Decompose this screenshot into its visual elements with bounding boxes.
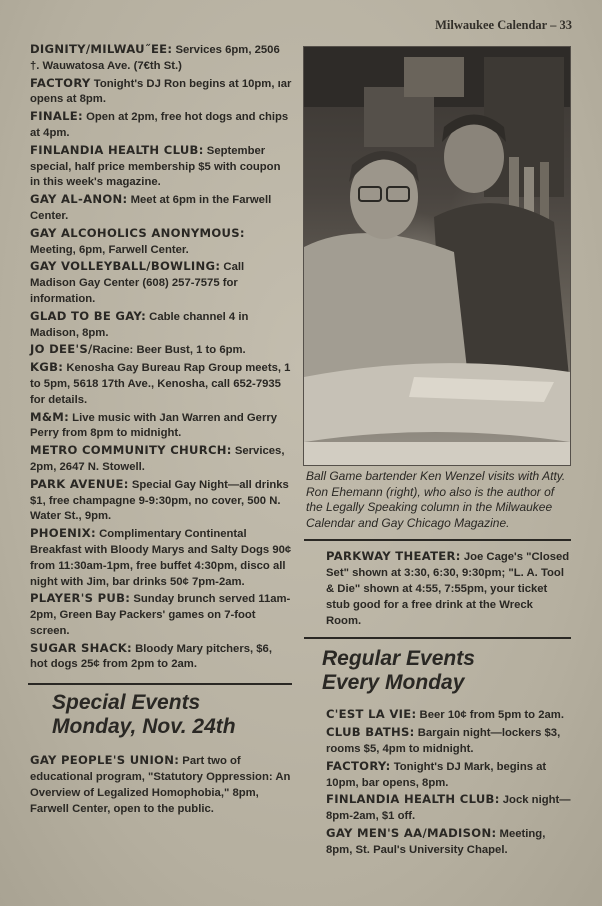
listing-name: GAY AL-ANON:: [30, 192, 128, 207]
listing-name: M&M:: [30, 409, 70, 424]
listing-desc: Call Madison Gay Center (608) 257-7575 for information.: [30, 261, 245, 305]
event-list-left: [30, 42, 292, 673]
listing-name: PLAYER'S PUB:: [30, 591, 131, 606]
listing-entry: [10, 410, 292, 443]
listing-name: FACTORY: [30, 75, 91, 90]
listing-name: DIGNITY/MILWAU˝EE:: [30, 42, 173, 56]
photo-illustration: [304, 47, 570, 465]
listing-name: KGB:: [30, 360, 64, 375]
regular-events-title: Regular Events: [322, 647, 475, 671]
caption-divider: [304, 539, 571, 541]
special-events-heading: [30, 691, 292, 739]
listing-desc: Part two of educational program, "Statutory Oppression: An Overview of Legalized Homophobia," 8pm, Farwell Center, open to the public.: [30, 755, 291, 815]
listing-name: GAY ALCOHOLICS ANONYMOUS:: [30, 225, 245, 240]
listing-name: SUGAR SHACK:: [30, 640, 132, 655]
listing-entry: [10, 309, 292, 342]
listing-entry: [10, 42, 292, 75]
listing-entry: [10, 76, 292, 109]
regular-events-subtitle: Every Monday: [322, 671, 465, 695]
listing-desc: Tonight's DJ Mark, begins at 10pm, bar opens, 8pm.: [326, 760, 547, 789]
listing-desc: Services, 2pm, 2647 N. Stowell.: [30, 445, 285, 473]
listing-name: FINLANDIA HEALTH CLUB:: [326, 792, 500, 807]
listing-name: METRO COMMUNITY CHURCH:: [30, 443, 232, 458]
listing-name: JO DEE'S/: [30, 342, 93, 357]
regular-events-heading: [306, 647, 571, 695]
left-column: [30, 42, 292, 818]
listing-desc: Bloody Mary pitchers, $6, hot dogs 25¢ from 2pm to 2am.: [30, 642, 272, 671]
listing-desc: Cable channel 4 in Madison, 8pm.: [30, 310, 249, 339]
listing-name: CLUB BATHS:: [326, 725, 415, 740]
listing-entry: [10, 477, 292, 525]
listing-name: PARK AVENUE:: [30, 476, 129, 491]
listing-entry: [10, 143, 292, 191]
listing-entry: [10, 259, 292, 307]
listing-entry: [306, 792, 571, 825]
listing-desc: Meeting, 6pm, Farwell Center.: [30, 243, 189, 256]
listing-desc: Special Gay Night—all drinks $1, free champagne 9-9:30pm, no cover, 500 N. Water St., 9pm.: [30, 478, 289, 523]
listing-desc: Racine: Beer Bust, 1 to 6pm.: [92, 344, 246, 357]
special-events-date: Monday, Nov. 24th: [52, 715, 236, 739]
listing-desc: Meeting, 8pm, St. Paul's University Chapel.: [326, 827, 546, 856]
listing-desc: Kenosha Gay Bureau Rap Group meets, 1 to 5pm, 5618 17th Ave., Kenosha, call 652-7935 for details.: [30, 362, 291, 406]
listing-entry: [10, 526, 292, 590]
listing-entry: [10, 342, 292, 359]
section-divider: [28, 683, 292, 685]
listing-entry: [10, 109, 292, 142]
listing-name: GAY MEN'S AA/MADISON:: [326, 825, 497, 840]
listing-desc: Joe Cage's "Closed Set" shown at 3:30, 6:30, 9:30pm; "L. A. Tool & Die" shown at 4:55, 7:55pm, your ticket stub good for a free drink at the Wreck Room.: [326, 551, 570, 627]
listing-name: FACTORY:: [326, 758, 391, 773]
listing-entry: [10, 443, 292, 476]
listing-name: FINLANDIA HEALTH CLUB:: [30, 142, 204, 157]
listing-entry: [10, 360, 292, 408]
listing-name: C'EST LA VIE:: [326, 707, 417, 722]
listing-entry: [10, 226, 292, 259]
bar-photo: [303, 46, 571, 466]
listing-desc: September special, half price membership $5 with coupon in this week's magazine.: [30, 144, 281, 189]
right-column: [306, 469, 571, 860]
listing-entry: [306, 826, 571, 859]
listing-desc: Complimentary Continental Breakfast with Bloody Marys and Salty Dogs 90¢ from 11:30am-1pm, free buffet 4:30pm, disco all night with Jim, bar drinks 50¢ 7pm-2am.: [30, 528, 292, 588]
listing-entry: [10, 192, 292, 225]
listing-name: GAY VOLLEYBALL/BOWLING:: [30, 259, 221, 274]
listing-desc: Sunday brunch served 11am-2pm, Green Bay Packers' games on 7-foot screen.: [30, 593, 291, 637]
listing-entry: [306, 549, 571, 629]
listing-name: PHOENIX:: [30, 526, 96, 541]
listing-name: GAY PEOPLE'S UNION:: [30, 753, 180, 768]
listing-entry: [10, 753, 292, 817]
listing-desc: Tonight's DJ Ron begins at 10pm, ıar opens at 8pm.: [30, 77, 292, 106]
listing-desc: Services 6pm, 2506 †. Wauwatosa Ave. (7€th St.): [30, 44, 280, 72]
listing-entry: [306, 707, 571, 724]
listing-desc: Jock night—8pm-2am, $1 off.: [326, 794, 571, 823]
listing-name: PARKWAY THEATER:: [326, 549, 461, 564]
listing-desc: Live music with Jan Warren and Gerry Perry from 8pm to midnight.: [30, 411, 278, 440]
listing-name: GLAD TO BE GAY:: [30, 308, 147, 323]
listing-desc: Bargain night—lockers $3, rooms $5, 4pm to midnight.: [326, 727, 561, 755]
listing-entry: [306, 725, 571, 758]
listing-entry: [306, 759, 571, 792]
special-events-title: Special Events: [52, 691, 201, 715]
section-divider: [304, 637, 571, 639]
listing-desc: Beer 10¢ from 5pm to 2am.: [416, 709, 564, 722]
listing-entry: [10, 641, 292, 674]
page-header: Milwaukee Calendar – 33: [435, 18, 572, 32]
listing-entry: [10, 591, 292, 639]
listing-name: FINALE:: [30, 109, 83, 124]
listing-desc: Meet at 6pm in the Farwell Center.: [30, 194, 272, 222]
listing-desc: Open at 2pm, free hot dogs and chips at 4pm.: [30, 111, 289, 139]
photo-caption: Ball Game bartender Ken Wenzel visits with Atty. Ron Ehemann (right), who also is the author of the Legally Speaking column in the Milwaukee Calendar and Gay Chicago Magazine.: [306, 469, 566, 530]
